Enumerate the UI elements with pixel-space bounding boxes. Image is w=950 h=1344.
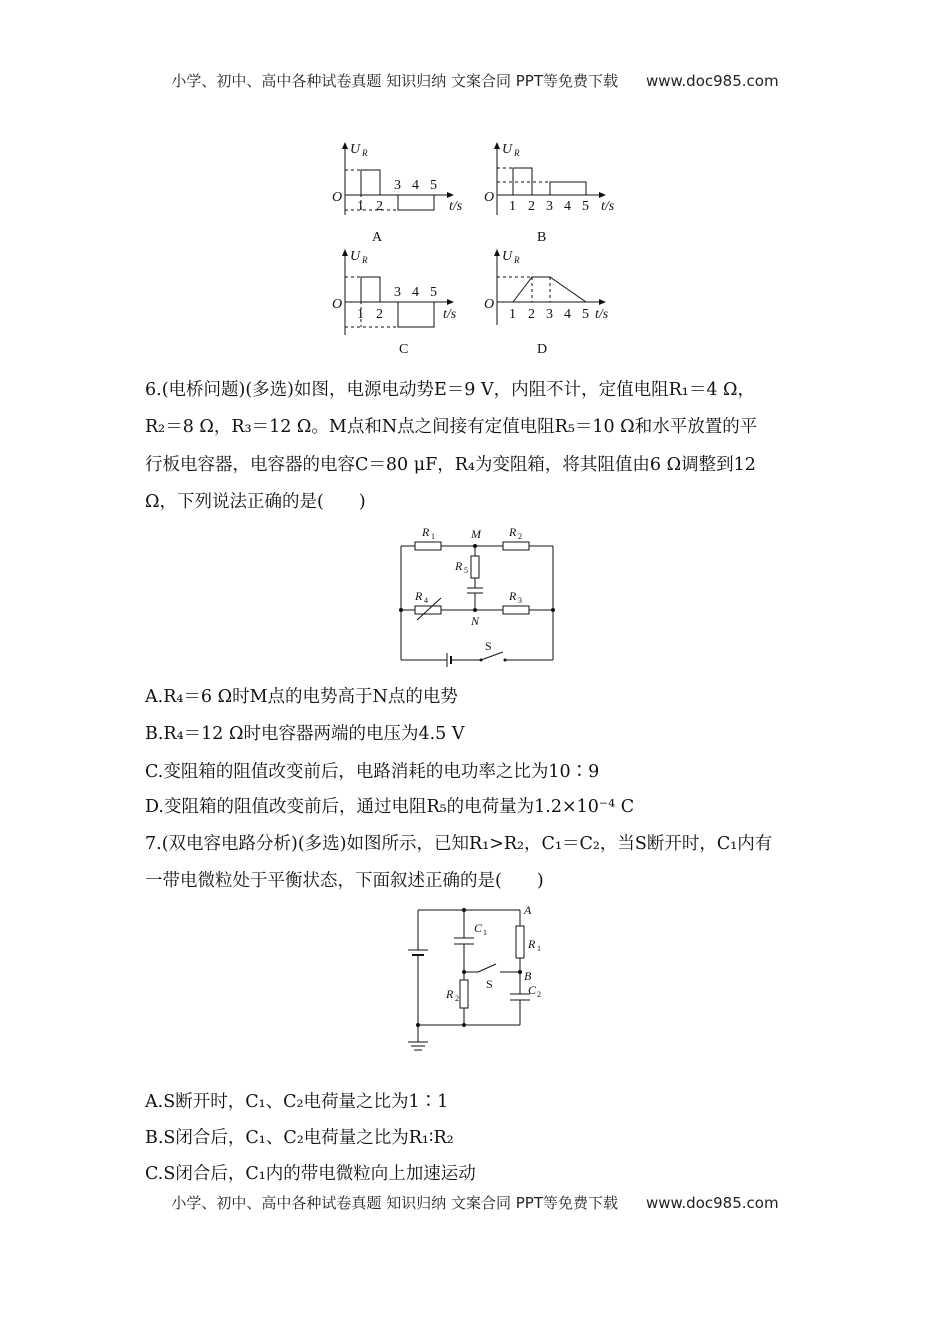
q6-label-r1: R	[422, 525, 430, 539]
q7-label-r1: R	[528, 937, 536, 951]
graph-c-tick3: 3	[394, 285, 401, 300]
q7-label-r2: R	[446, 987, 454, 1001]
q6-label-s: S	[485, 639, 492, 653]
q7-label-r1-sub: 1	[537, 944, 541, 953]
header-text: 小学、初中、高中各种试卷真题 知识归纳 文案合同 PPT等免费下载	[171, 72, 618, 90]
q6-line-2: R₂＝8 Ω，R₃＝12 Ω。M点和N点之间接有定值电阻R₅＝10 Ω和水平放置的平	[145, 417, 758, 437]
graph-a-origin: O	[332, 190, 343, 205]
q6-label-r4-sub: 4	[424, 596, 428, 605]
graph-d-xunit: t/s	[595, 307, 609, 322]
q7-label-c1: C	[474, 921, 483, 935]
graph-d-ysub: R	[514, 255, 520, 265]
q6-line-1	[145, 378, 825, 402]
q7-tag: 双电容电路分析	[168, 834, 292, 854]
q6-option-b: B.R₄＝12 Ω时电容器两端的电压为4.5 V	[145, 724, 465, 744]
graph-c-tick1: 1	[357, 307, 364, 322]
q7-line-1	[145, 832, 825, 856]
graph-a-tick2: 2	[376, 199, 383, 214]
q6-text-1: 如图，电源电动势E＝9 V，内阻不计，定值电阻R₁＝4 Ω，	[294, 380, 756, 400]
q7-label-c2-sub: 2	[537, 990, 541, 999]
q6-option-d: D.变阻箱的阻值改变前后，通过电阻R₅的电荷量为1.2×10⁻⁴ C	[145, 797, 635, 817]
graph-d-origin: O	[484, 297, 495, 312]
q6-label-r5: R	[455, 559, 463, 573]
q7-label-c2: C	[528, 983, 537, 997]
graph-b-ylabel: U	[502, 142, 513, 157]
graph-d-tick1: 1	[509, 307, 516, 322]
q6-label-m: M	[471, 527, 481, 541]
graph-b-tick2: 2	[528, 199, 535, 214]
q7-option-c: C.S闭合后，C₁内的带电微粒向上加速运动	[145, 1164, 476, 1184]
q6-circuit	[395, 520, 565, 670]
q6-option-c: C.变阻箱的阻值改变前后，电路消耗的电功率之比为10∶9	[145, 762, 600, 782]
footer-text: 小学、初中、高中各种试卷真题 知识归纳 文案合同 PPT等免费下载	[171, 1194, 618, 1212]
graph-b-tick5: 5	[582, 199, 589, 214]
q6-label-r3-sub: 3	[518, 596, 522, 605]
graph-b-caption: B	[537, 230, 547, 245]
page-header	[0, 70, 950, 91]
graph-a-caption: A	[372, 230, 383, 245]
q6-multi: )(多选)	[238, 380, 295, 400]
graph-d-tick4: 4	[564, 307, 571, 322]
q6-label-r4: R	[415, 589, 423, 603]
q7-label-s: S	[486, 977, 493, 991]
graph-c-xunit: t/s	[443, 307, 457, 322]
graph-a-tick5: 5	[430, 178, 437, 193]
q6-label-r2-sub: 2	[518, 532, 522, 541]
q7-multi: )(多选)	[291, 834, 347, 854]
graph-b-origin: O	[484, 190, 495, 205]
q7-option-b: B.S闭合后，C₁、C₂电荷量之比为R₁∶R₂	[145, 1128, 454, 1148]
graph-a-ylabel: U	[350, 142, 361, 157]
q6-label-r5-sub: 5	[464, 566, 468, 575]
graph-d-ylabel: U	[502, 249, 513, 264]
q7-label-a: A	[524, 903, 532, 917]
q7-label-c1-sub: 1	[483, 928, 487, 937]
graph-c-tick2: 2	[376, 307, 383, 322]
graph-c-ylabel: U	[350, 249, 361, 264]
graph-panel	[325, 135, 635, 365]
q7-label-b: B	[524, 969, 532, 983]
q6-option-a: A.R₄＝6 Ω时M点的电势高于N点的电势	[145, 687, 458, 707]
graph-b-ysub: R	[514, 148, 520, 158]
q7-number: 7.(	[145, 834, 169, 854]
q6-label-r1-sub: 1	[431, 532, 435, 541]
q6-label-r2: R	[509, 525, 517, 539]
q7-line-2: 一带电微粒处于平衡状态，下面叙述正确的是( )	[145, 871, 544, 891]
graph-b-tick3: 3	[546, 199, 553, 214]
graph-b-xunit: t/s	[601, 199, 615, 214]
graph-c-tick5: 5	[430, 285, 437, 300]
q6-label-r3: R	[509, 589, 517, 603]
graph-b-tick4: 4	[564, 199, 571, 214]
graph-b-tick1: 1	[509, 199, 516, 214]
graph-d-tick3: 3	[546, 307, 553, 322]
q6-line-4: Ω，下列说法正确的是( )	[145, 492, 366, 512]
q6-number: 6.(	[145, 380, 169, 400]
graph-d-tick2: 2	[528, 307, 535, 322]
q6-label-n: N	[471, 614, 480, 628]
graph-a-xunit: t/s	[449, 199, 463, 214]
header-site: www.doc985.com	[645, 72, 779, 90]
q7-label-r2-sub: 2	[455, 994, 459, 1003]
graph-c-origin: O	[332, 297, 343, 312]
footer-site: www.doc985.com	[645, 1194, 779, 1212]
graph-c-caption: C	[399, 342, 409, 357]
graph-a-tick1: 1	[357, 199, 364, 214]
graph-a-tick4: 4	[412, 178, 419, 193]
graph-a-tick3: 3	[394, 178, 401, 193]
graph-c-ysub: R	[362, 255, 368, 265]
q7-circuit	[400, 900, 560, 1055]
page-footer	[0, 1192, 950, 1213]
graph-d-tick5: 5	[582, 307, 589, 322]
graph-c-tick4: 4	[412, 285, 419, 300]
graph-d-caption: D	[537, 342, 548, 357]
q7-text-1: 如图所示，已知R₁>R₂，C₁＝C₂，当S断开时，C₁内有	[346, 834, 773, 854]
q7-option-a: A.S断开时，C₁、C₂电荷量之比为1∶1	[145, 1092, 449, 1112]
q6-line-3: 行板电容器，电容器的电容C＝80 μF，R₄为变阻箱，将其阻值由6 Ω调整到12	[145, 455, 756, 475]
q6-tag: 电桥问题	[168, 380, 239, 400]
graph-a-ysub: R	[362, 148, 368, 158]
